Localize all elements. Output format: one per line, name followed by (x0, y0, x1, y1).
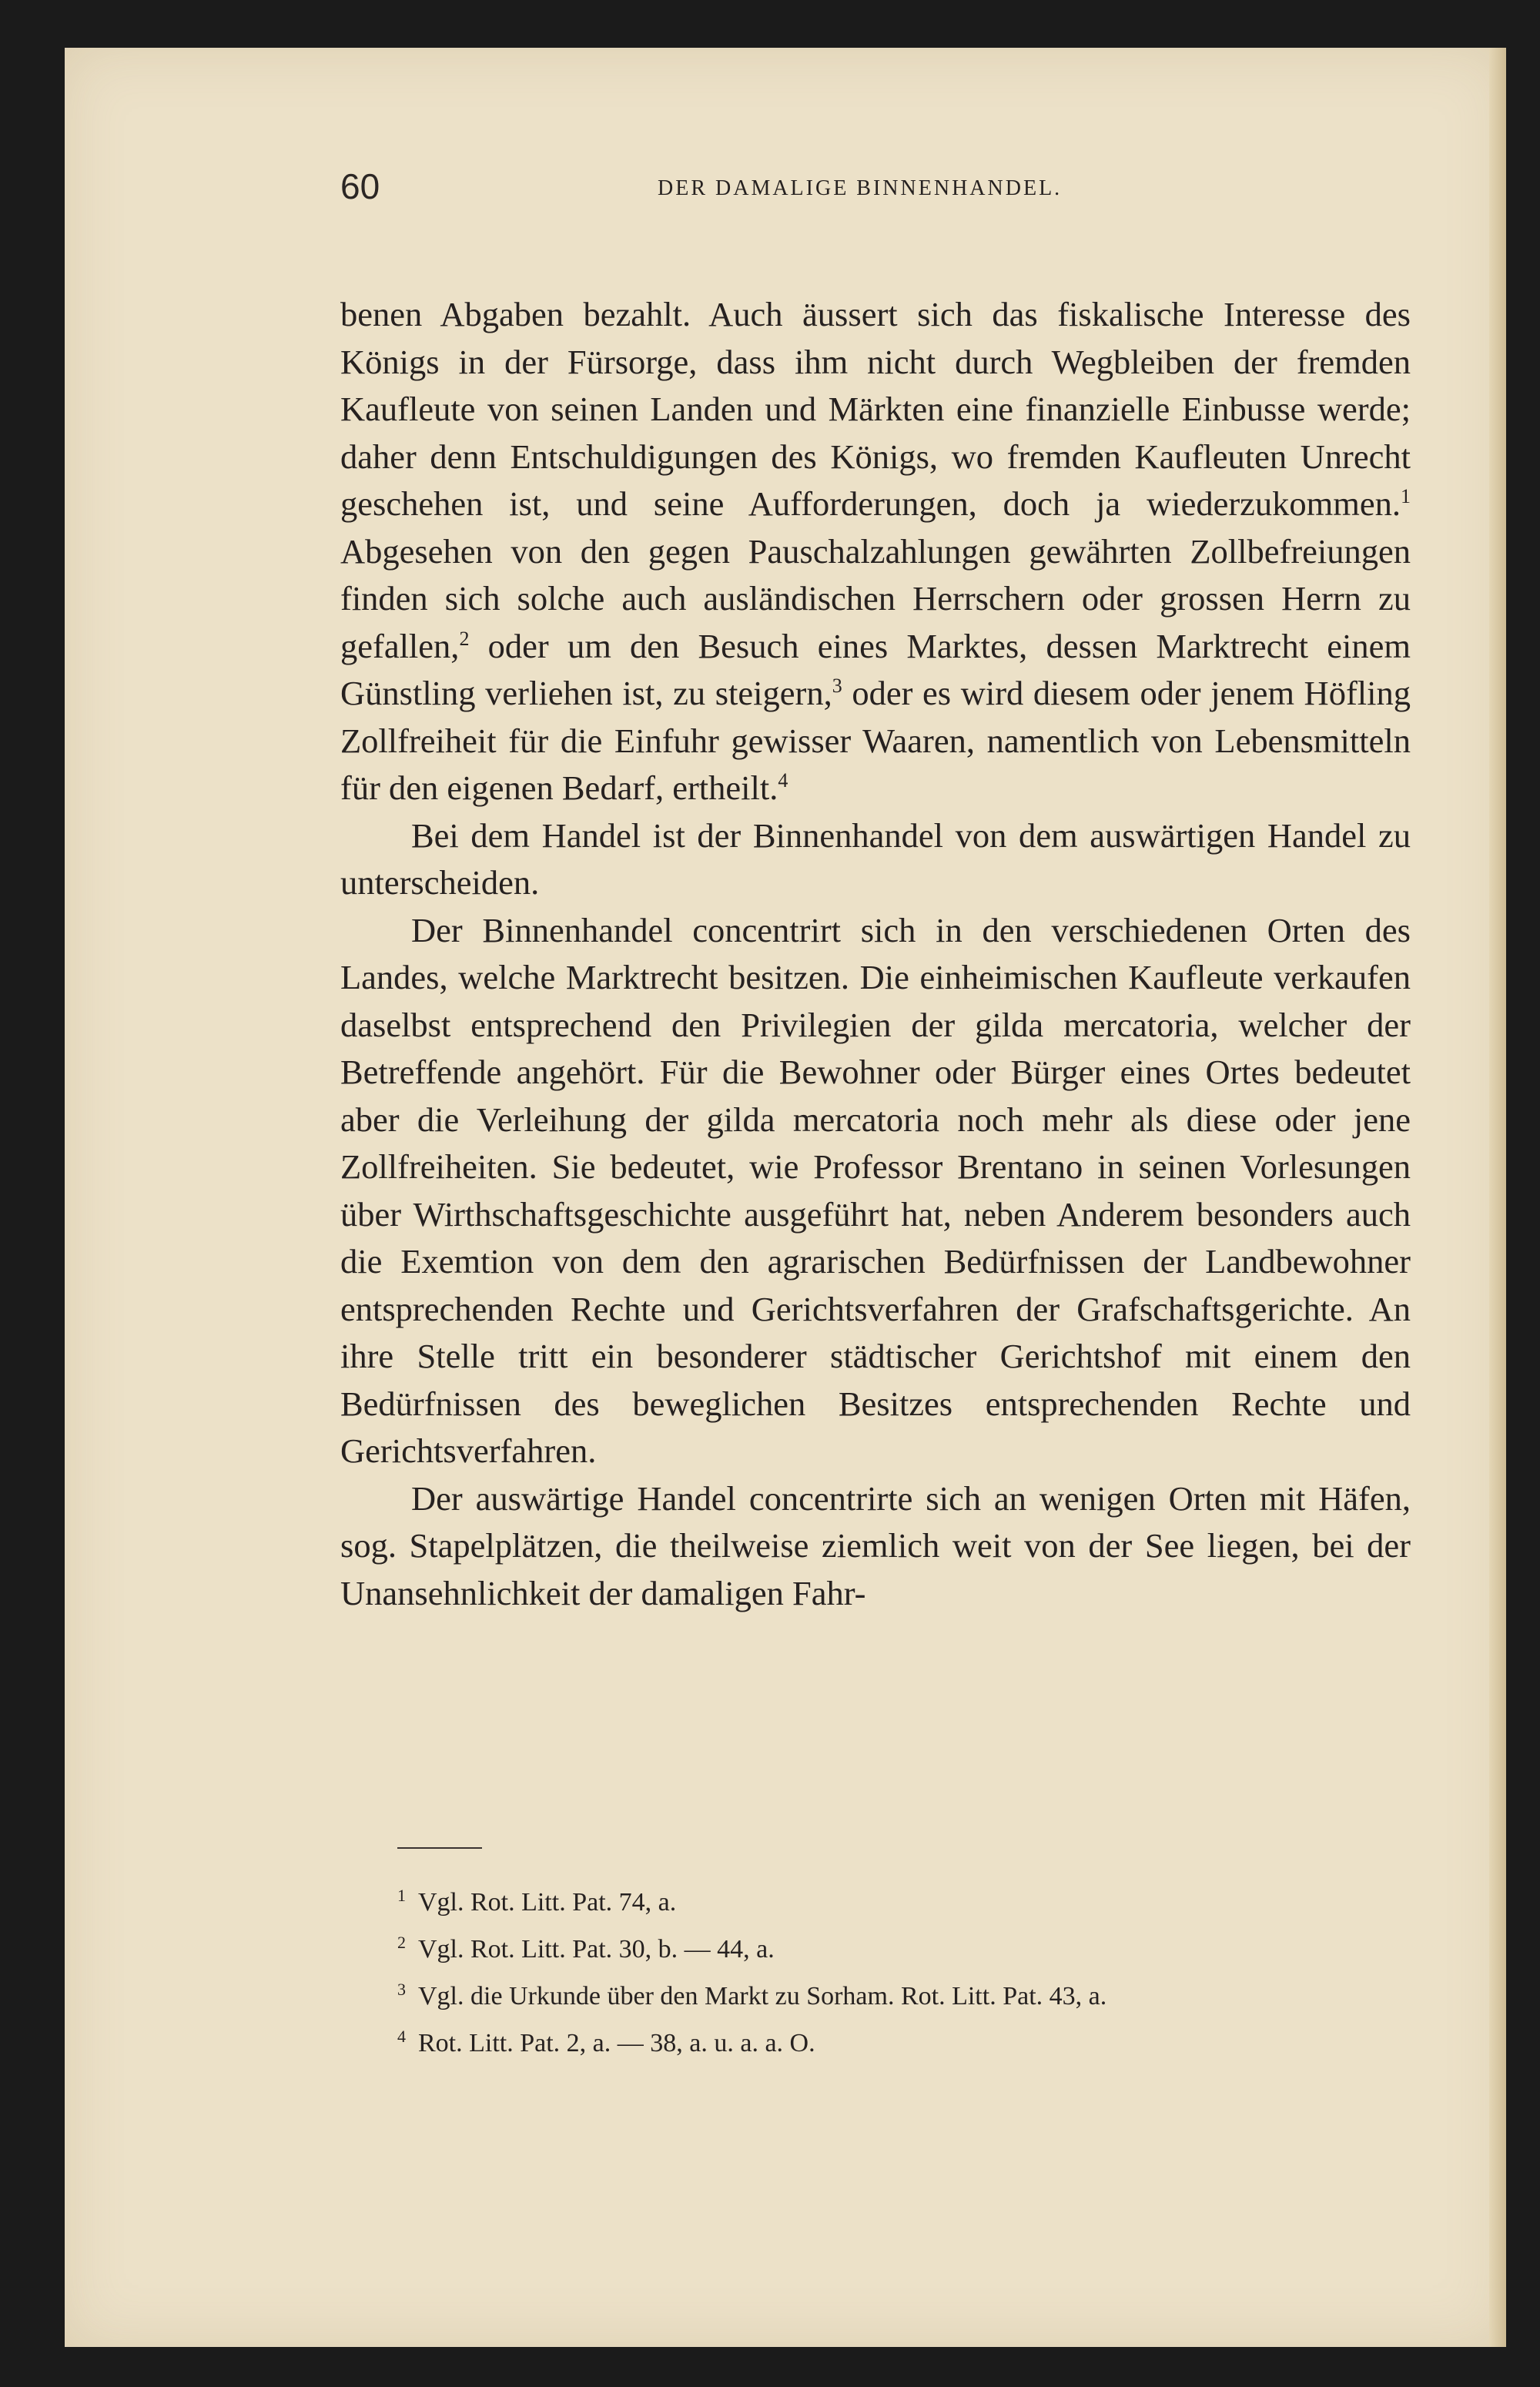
text-run: Der Binnenhandel concentrirt sich in den verschiedenen Orten des Landes, welche Marktrecht besitzen. Die einheimischen Kaufleute verkaufen daselbst entsprechend den Privilegien der gilda mercatoria, welcher der Betreffende angehört. Für die Bewohner oder Bürger eines Ortes bedeutet aber die Verleihung der gilda mercatoria noch mehr als diese oder jene Zollfreiheiten. Sie bedeutet, wie Professor Brentano in seinen Vorlesungen über Wirthschaftsgeschichte ausgeführt hat, neben Anderem besonders auch die Exemtion von dem den agrarischen Bedürfnissen der Landbewohner entsprechenden Rechte und Gerichtsverfahren der Grafschaftsgerichte. An ihre Stelle tritt ein besonderer städtischer Gerichtshof mit einem den Bedürfnissen des beweglichen Besitzes entsprechenden Rechte und Gerichtsverfahren. (340, 910, 1411, 1470)
footnote-text: Vgl. die Urkunde über den Markt zu Sorham. Rot. Litt. Pat. 43, a. (418, 1982, 1107, 2010)
text-run: oder um den Besuch eines Marktes, dessen Marktrecht einem Günstling verliehen ist, zu steigern, (340, 626, 1411, 712)
paragraph (340, 1475, 1411, 1618)
footnote-text: Vgl. Rot. Litt. Pat. 30, b. — 44, a. (418, 1935, 775, 1964)
footnote (368, 2017, 1423, 2064)
footnote-ref: 4 (778, 769, 788, 792)
text-run: Abgesehen von den gegen Pauschalzahlungen gewährten Zollbefreiungen finden sich solche auch ausländischen Herrschern oder grossen Herrn zu gefallen, (340, 531, 1411, 665)
footnote-number: 2 (397, 1933, 406, 1952)
page-header (340, 166, 1465, 219)
footnote-ref: 2 (459, 627, 470, 650)
paragraph-continuation (340, 291, 1411, 812)
text-run: benen Abgaben bezahlt. Auch äussert sich das fiskalische Interesse des Königs in der Fürsorge, dass ihm nicht durch Wegbleiben der fremden Kaufleute von seinen Landen und Märkten eine finanzielle Einbusse werde; daher denn Entschuldigungen des Königs, wo fremden Kaufleuten Unrecht geschehen ist, und seine Aufforderungen, doch ja wiederzukommen. (340, 295, 1411, 523)
footnotes (368, 1876, 1423, 2064)
footnote (368, 1923, 1423, 1970)
text-run: Der auswärtige Handel concentrirte sich an wenigen Orten mit Häfen, sog. Stapelplätzen, die theilweise ziemlich weit von der See liegen, bei der Unansehnlichkeit der damaligen Fahr- (340, 1478, 1411, 1612)
body-text (340, 291, 1411, 1617)
footnote-text: Vgl. Rot. Litt. Pat. 74, a. (418, 1888, 677, 1917)
text-run: Bei dem Handel ist der Binnenhandel von dem auswärtigen Handel zu unterscheiden. (340, 815, 1411, 902)
footnote-ref: 3 (832, 675, 842, 697)
footnote-text: Rot. Litt. Pat. 2, a. — 38, a. u. a. a. O. (418, 2029, 815, 2057)
footnote-number: 4 (397, 2027, 406, 2046)
page-gutter-edge (1489, 48, 1506, 2347)
footnote-number: 1 (397, 1886, 406, 1905)
footnote-number: 3 (397, 1980, 406, 1999)
page-number: 60 (340, 166, 380, 206)
text-run: oder es wird diesem oder jenem Höfling Zollfreiheit für die Einfuhr gewisser Waaren, namentlich von Lebensmitteln für den eigenen Bedarf, ertheilt. (340, 674, 1411, 807)
footnote (368, 1970, 1423, 2017)
paragraph (340, 812, 1411, 907)
footnote (368, 1876, 1423, 1923)
footnote-divider (397, 1847, 482, 1849)
running-head: DER DAMALIGE BINNENHANDEL. (658, 176, 1063, 200)
paragraph (340, 907, 1411, 1475)
footnote-ref: 1 (1401, 485, 1411, 507)
